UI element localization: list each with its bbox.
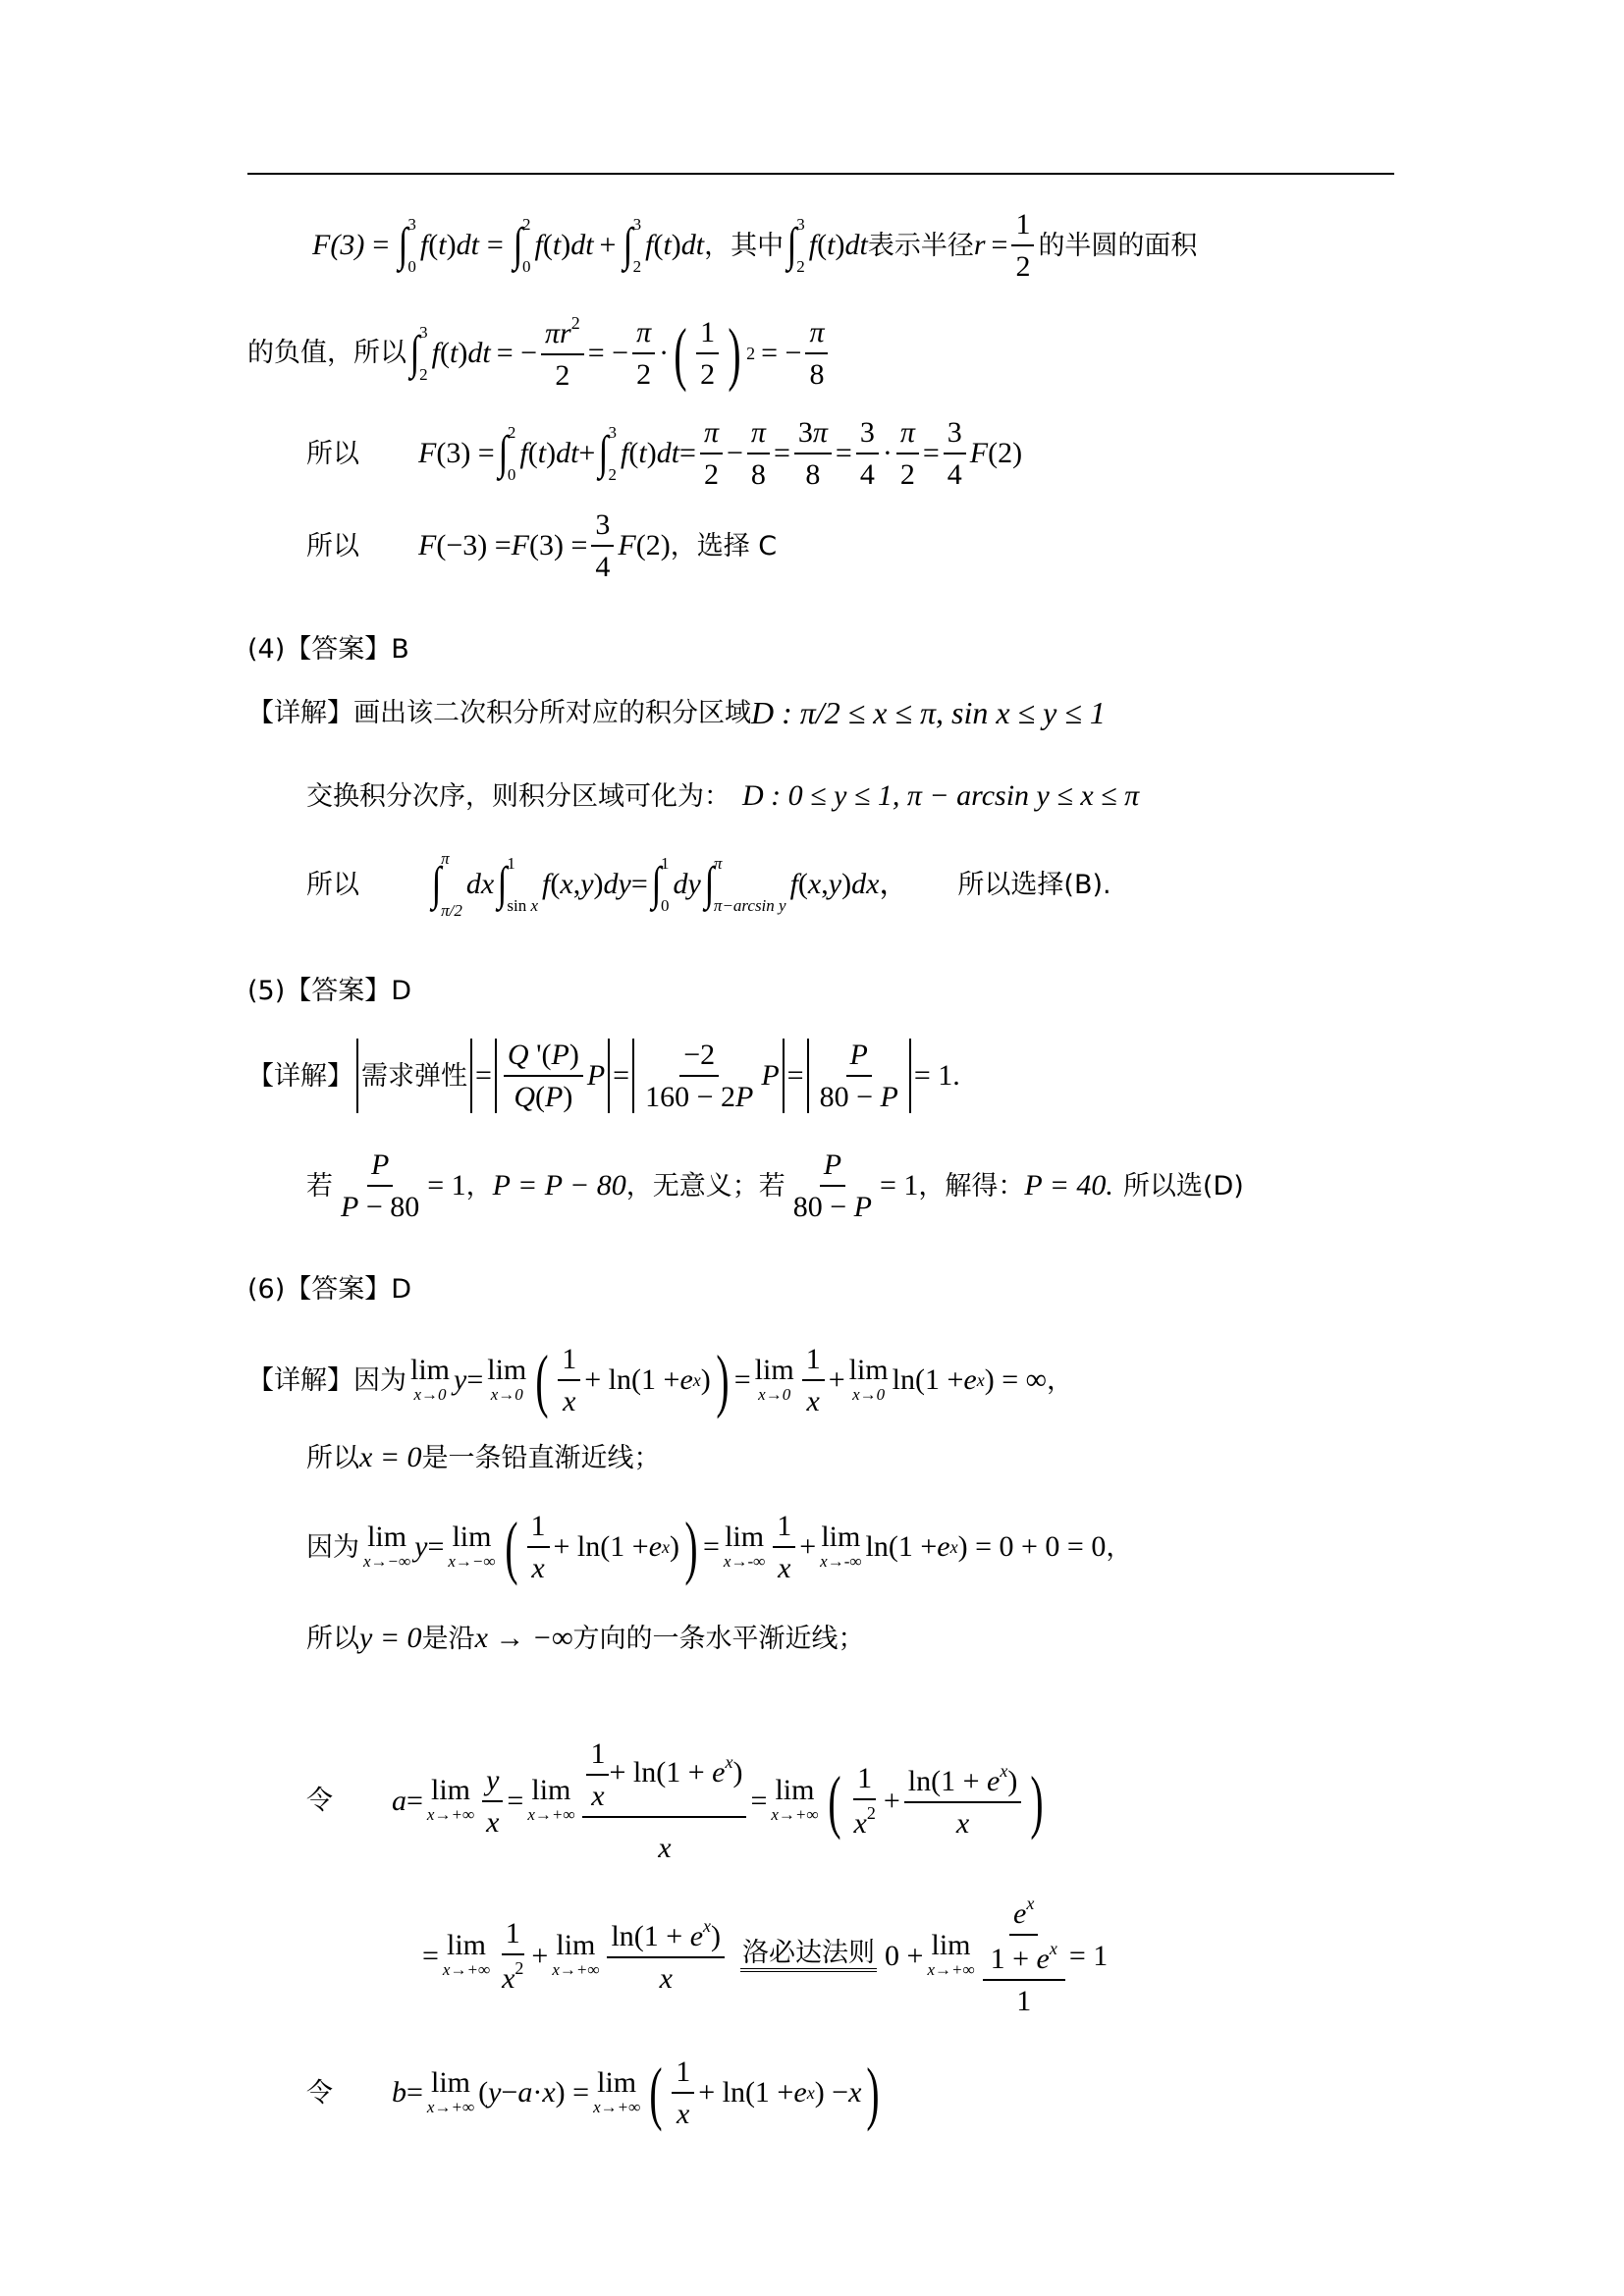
q5-if1: 若 xyxy=(306,1170,333,1201)
q4-domain: D : π/2 ≤ x ≤ π, sin x ≤ y ≤ 1 xyxy=(751,695,1106,730)
q6-s4-tail: 方向的一条水平渐近线； xyxy=(572,1623,865,1654)
formula-line-4: 所以 F (−3) = F (3) = $\frac{3}{4}$ F (2) ，选择 C xyxy=(306,508,778,583)
q5-ans: P = 40. xyxy=(1024,1169,1113,1201)
q6-lhopital: = lim x→+∞ $\frac{1}{x^2}$ + lim x→+∞ $\frac{\ln(1 + e^x)}{x}$ 洛必达法则 0 + lim x→+∞ $\frac{\frac{e^x}{1 + e^x}}{1}$ = 1 xyxy=(422,1894,1109,2017)
var-r: r xyxy=(973,229,986,261)
text-negative-value: 的负值，所以 xyxy=(247,338,406,368)
text-qizhong: ，其中 xyxy=(704,230,785,261)
q5-solve: ，解得： xyxy=(918,1170,1025,1201)
q4-swap-lead: 交换积分次序，则积分区域可化为： xyxy=(306,780,731,812)
q6-let2: 令 xyxy=(306,2077,333,2109)
q6-s2-eq: x = 0 xyxy=(359,1441,422,1473)
q5-elastic: 需求弹性 xyxy=(361,1060,467,1092)
q6-s3-tail: ， xyxy=(1106,1531,1133,1563)
q6-detail: 【详解】因为 lim x→0 y = lim x→0 ( $\frac{1}{x}$ + ln(1 + e x ) ) = lim x→0 $\frac{1}{x}$ + lim x→0 ln(1 + e x ) = ∞ ， xyxy=(247,1341,1073,1419)
q4-detail-lead: 【详解】画出该二次积分所对应的积分区域 xyxy=(247,697,751,728)
q5-comma: ， xyxy=(465,1170,493,1201)
q5-detail-lead: 【详解】 xyxy=(247,1060,353,1092)
q4-answer xyxy=(247,636,409,663)
q6-vertical-asymptote xyxy=(306,1443,661,1472)
formula-line-1: F(3) = ∫ 3 0 f ( t ) dt = ∫ 2 0 f ( t ) dt + ∫ 3 2 f ( t ) dt ，其中 ∫ 3 2 f ( t ) dt 表示半径 r = $\frac{1}{2}$ 的半圆的面积 xyxy=(312,208,1198,283)
text-suoyi-1: 所以 xyxy=(306,438,359,469)
q4-detail xyxy=(247,697,1106,728)
q6-s3: 因为 xyxy=(306,1531,359,1563)
q5-answer xyxy=(247,978,411,1004)
q6-s4-dir: x → −∞ xyxy=(474,1622,573,1654)
formula-line-2: 的负值，所以 ∫ 3 2 f ( t ) dt = − $\frac{\pi r^2}{2}$ = − $\frac{\pi}{2}$ · ( $\frac{1}{2}$ ) 2 = − $\frac{\pi}{8}$ xyxy=(247,314,832,392)
q6-let-b: 令 b = lim x→+∞ ( y − a · x ) = lim x→+∞ ( $\frac{1}{x}$ + ln(1 + e x ) − x ) xyxy=(306,2054,881,2132)
text-semicircle: 的半圆的面积 xyxy=(1038,230,1198,261)
q5-eq-tail: = 1. xyxy=(913,1059,960,1092)
text-radius-desc: 表示半径 xyxy=(867,230,974,261)
q4-swap xyxy=(306,781,1139,811)
q6-let-a: 令 a = lim x→+∞ $\frac{y}{x}$ = lim x→+∞ $\frac{1}{x}$ + $\ln(1 + e^x)$ x = lim x→+∞ ( $\frac{1}{x^2}$ + $\frac{\ln(1 + e^x)}{x}$ ) xyxy=(306,1737,1044,1864)
q5-eq1: P = P − 80 xyxy=(492,1169,626,1201)
q6-s4: 所以 xyxy=(306,1623,359,1654)
formula-line-3: 所以 F (3) = ∫ 2 0 f ( t ) dt + ∫ 3 2 f ( t ) dt = $\frac{\pi}{2}$ − $\frac{\pi}{8}$ = $\frac{3\pi}{8}$ = $\frac{3}{4}$ · $\frac{\pi}{2}$ = $\frac{3}{4}$ F (2) xyxy=(306,416,1023,491)
header-rule xyxy=(247,173,1394,175)
q4-choose: 所以选择(B). xyxy=(957,869,1111,900)
q6-s4-mid: 是沿 xyxy=(421,1623,475,1654)
q4-answer-text: (4)【答案】B xyxy=(247,634,409,665)
q5-answer-text: (5)【答案】D xyxy=(247,976,412,1006)
q6-answer-text: (6)【答案】D xyxy=(247,1274,412,1305)
q5-detail: 【详解】 需求弹性 = $\frac{Q '(P)}{Q(P)}$ P = $\frac{-2}{160 - 2P}$ P = $\frac{P}{80 - P}$ = 1. xyxy=(247,1039,960,1113)
q5-meaningless: ，无意义；若 xyxy=(625,1170,785,1201)
q6-horizontal-asymptote xyxy=(306,1624,865,1653)
text-suoyi-2: 所以 xyxy=(306,530,359,561)
lhs-f3: F(3) xyxy=(312,229,365,261)
q5-cases: 若 $\frac{P}{P - 80}$ = 1 ， P = P − 80 ，无意义；若 $\frac{P}{80 - P}$ = 1 ，解得： P = 40. 所以选(D) xyxy=(306,1148,1244,1223)
q4-so: 所以 xyxy=(306,869,359,900)
q6-s4-eq: y = 0 xyxy=(359,1622,422,1654)
q6-s1-tail: ， xyxy=(1047,1364,1073,1396)
text-choose-c: ，选择 C xyxy=(670,530,778,561)
q6-limit-neg-inf: 因为 lim x→−∞ y = lim x→−∞ ( $\frac{1}{x}$ + ln(1 + e x ) ) = lim x→-∞ $\frac{1}{x}$ + lim x→-∞ ln(1 + e x ) = 0 + 0 = 0 ， xyxy=(306,1508,1133,1586)
q5-choose: 所以选(D) xyxy=(1122,1170,1244,1201)
q6-detail-lead: 【详解】因为 xyxy=(247,1364,406,1396)
q6-s2-tail: 是一条铅直渐近线； xyxy=(421,1442,661,1473)
q6-answer xyxy=(247,1276,411,1303)
q6-s2: 所以 xyxy=(306,1442,359,1473)
q4-swap-domain: D : 0 ≤ y ≤ 1, π − arcsin y ≤ x ≤ π xyxy=(742,779,1140,812)
q6-let: 令 xyxy=(306,1786,333,1816)
q4-integral: 所以 ∫ π π/2 dx ∫ 1 sin x f ( x , y ) dy = ∫ 1 0 dy ∫ π π−arcsin y f ( x , y ) dx ， 所以选择(B). xyxy=(306,849,1111,920)
q6-lhopital-rule: 洛必达法则 xyxy=(740,1940,877,1972)
